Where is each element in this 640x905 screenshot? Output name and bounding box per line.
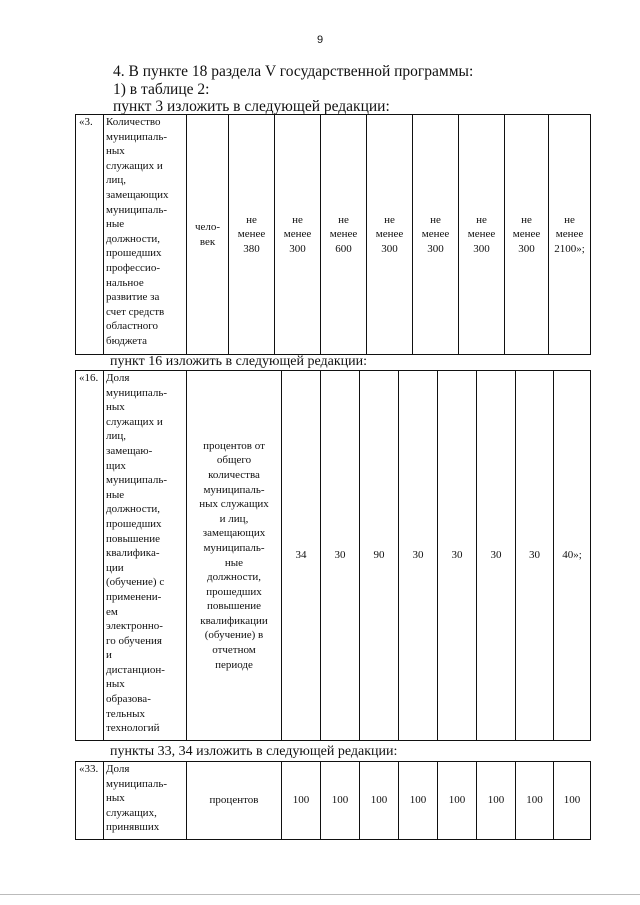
- value-cell: [321, 115, 367, 355]
- value-cell: [321, 762, 360, 840]
- value-cell: [360, 762, 399, 840]
- value-text: не менее 300: [512, 213, 541, 255]
- table-point-16: [75, 370, 591, 741]
- value-text: не менее 380: [237, 213, 266, 255]
- value-cell: [275, 115, 321, 355]
- page-number: 9: [316, 34, 324, 46]
- value-cell: [477, 762, 516, 840]
- indicator-name: [104, 371, 187, 741]
- value-text: 90: [373, 549, 385, 562]
- value-text: не менее 300: [421, 213, 450, 255]
- row-number: «33.: [76, 762, 104, 840]
- value-cell: [367, 115, 413, 355]
- value-text: не менее 300: [283, 213, 312, 255]
- intro-line-2: 1) в таблице 2:: [113, 81, 210, 98]
- indicator-name-text: Количество муниципаль- ных служащих и лиц, замещающих муниципаль- ные должности, прошедших профессио- нальное развитие за счет средств областного бюджета: [106, 116, 169, 347]
- value-cell: [516, 371, 554, 741]
- caption-points-33-34: пункты 33, 34 изложить в следующей редакции:: [110, 744, 398, 759]
- indicator-name: [104, 115, 187, 355]
- value-cell: [554, 371, 591, 741]
- value-cell: [549, 115, 591, 355]
- value-cell: [229, 115, 275, 355]
- indicator-name: [104, 762, 187, 840]
- value-cell: [438, 371, 477, 741]
- value-cell: [399, 371, 438, 741]
- indicator-name-text: Доля муниципаль- ных служащих и лиц, замещаю- щих муниципаль- ные должности, прошедших повышение квалифика- ции (обучение) с применени- ем электронно- го обучения и дистанцион- ных образова- тельных технологий: [106, 372, 168, 735]
- page-bottom-rule: [0, 894, 640, 895]
- value-cell: [360, 371, 399, 741]
- value-text: 40»;: [562, 549, 582, 562]
- value-cell: [399, 762, 438, 840]
- value-text: 30: [490, 549, 502, 562]
- value-cell: [282, 371, 321, 741]
- value-text: 100: [563, 794, 581, 807]
- row-number: «3.: [76, 115, 104, 355]
- table-row: [76, 371, 591, 741]
- table-row: [76, 762, 591, 840]
- value-cell: [505, 115, 549, 355]
- value-text: 100: [370, 794, 388, 807]
- value-text: 30: [529, 549, 540, 562]
- row-number: «16.: [76, 371, 104, 741]
- intro-line-1: 4. В пункте 18 раздела V государственной программы:: [113, 63, 474, 80]
- value-cell: [282, 762, 321, 840]
- table-point-33: [75, 761, 591, 840]
- value-text: 34: [295, 549, 307, 562]
- unit-cell: [187, 115, 229, 355]
- table-point-3: [75, 114, 591, 355]
- unit-text: процентов от общего количества муниципаль- ных служащих и лиц, замещающих муниципаль- ные должности, прошедших повышение квалификации (обучение) в отчетном периоде: [199, 439, 269, 671]
- value-cell: [477, 371, 516, 741]
- value-cell: [438, 762, 477, 840]
- value-text: 30: [334, 549, 346, 562]
- value-cell: [413, 115, 459, 355]
- intro-line-3: пункт 3 изложить в следующей редакции:: [113, 98, 390, 115]
- value-text: не менее 2100»;: [554, 213, 585, 255]
- value-cell: [459, 115, 505, 355]
- value-text: 100: [487, 794, 505, 807]
- unit-text: чело- век: [194, 220, 221, 248]
- unit-text: процентов: [209, 794, 259, 807]
- value-text: 100: [526, 794, 543, 807]
- caption-point-16: пункт 16 изложить в следующей редакции:: [110, 354, 367, 369]
- value-text: не менее 300: [467, 213, 496, 255]
- value-text: 100: [331, 794, 349, 807]
- value-text: не менее 600: [329, 213, 358, 255]
- value-text: 100: [409, 794, 427, 807]
- value-text: 100: [448, 794, 466, 807]
- indicator-name-text: Доля муниципаль- ных служащих, принявших: [106, 763, 168, 834]
- value-text: 100: [292, 794, 310, 807]
- value-text: 30: [412, 549, 424, 562]
- value-text: 30: [451, 549, 463, 562]
- value-cell: [321, 371, 360, 741]
- value-text: не менее 300: [375, 213, 404, 255]
- unit-cell: [187, 371, 282, 741]
- table-row: [76, 115, 591, 355]
- unit-cell: [187, 762, 282, 840]
- value-cell: [554, 762, 591, 840]
- value-cell: [516, 762, 554, 840]
